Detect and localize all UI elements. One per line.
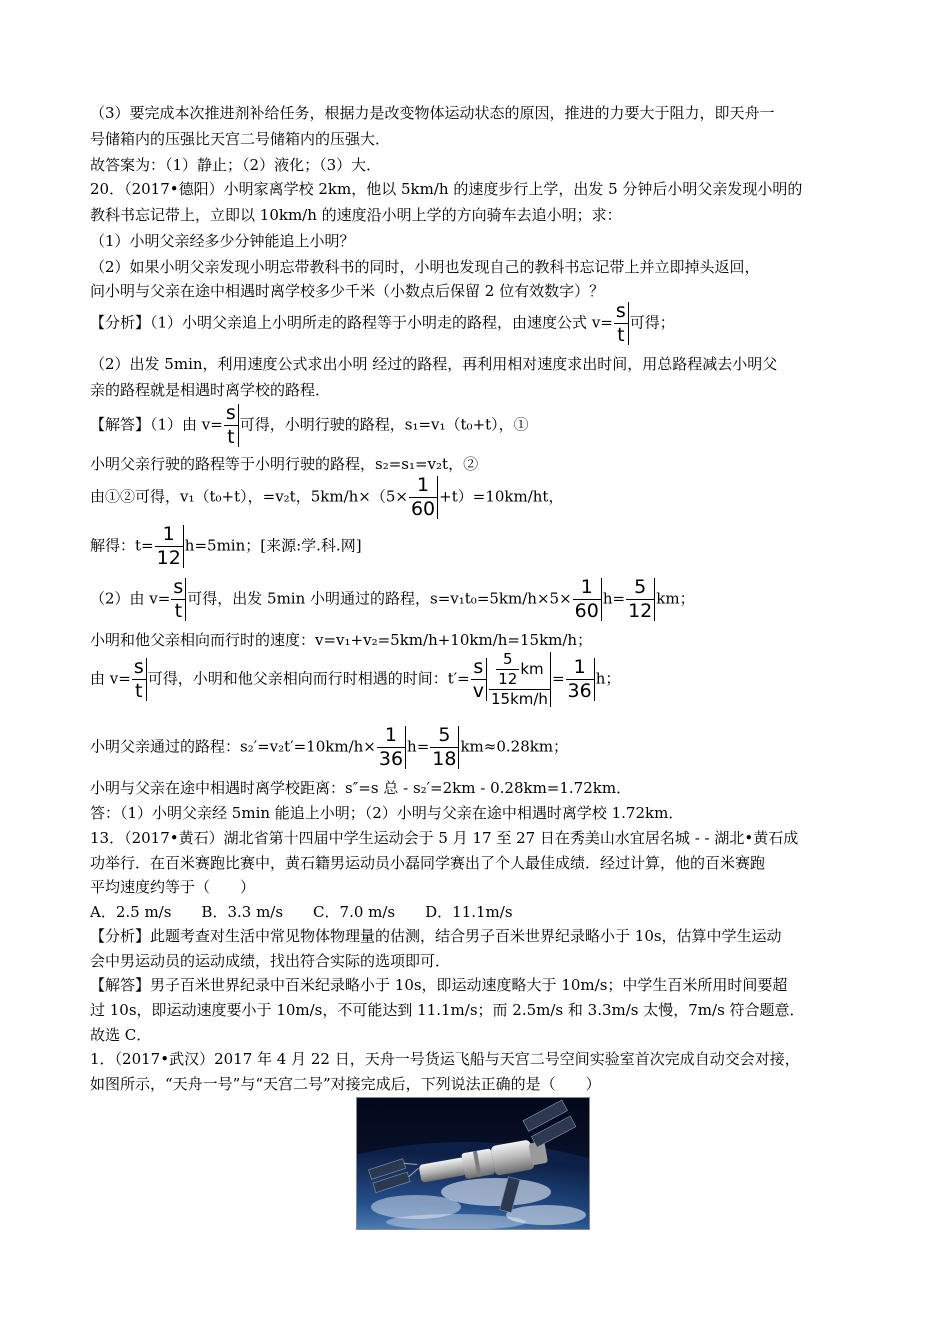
question-20: 20．（2017•德阳）小明家离学校 2km，他以 5km/h 的速度步行上学，出发 5 分钟后小明父亲发现小明的 xyxy=(90,180,803,198)
fraction: $\frac{5}{12}$ xyxy=(626,578,655,621)
fraction: $\frac{s}{t}$ xyxy=(171,578,186,621)
text-line: 平均速度约等于（ ） xyxy=(90,878,256,896)
text-line: 小明与父亲在途中相遇时离学校距离：s″=s 总 - s₂′=2km - 0.28km=1.72km． xyxy=(90,779,632,797)
text-line: （2）出发 5min，利用速度公式求出小明 经过的路程，再利用相对速度求出时间，用总路程减去小明父 xyxy=(90,355,778,373)
fraction: $\frac{1}{60}$ xyxy=(409,476,438,519)
text-line: 会中男运动员的运动成绩，找出符合实际的选项即可． xyxy=(90,952,451,970)
analysis-line: 【分析】（1）小明父亲追上小明所走的路程等于小明走的路程，由速度公式 v= $\frac{s}{t}$ 可得； xyxy=(90,300,675,346)
text-line: 故选 C． xyxy=(90,1026,152,1044)
text-line: 故答案为：（1）静止；（2）液化；（3）大． xyxy=(90,156,382,174)
fraction: $\frac{s}{v}$ xyxy=(471,658,487,701)
text-line: 如图所示，“天舟一号”与“天宫二号”对接完成后，下列说法正确的是（ ） xyxy=(90,1075,601,1093)
text-line: 过 10s，即运动速度要小于 10m/s，不可能达到 11.1m/s；而 2.5m/s 和 3.3m/s 太慢，7m/s 符合题意． xyxy=(90,1001,805,1019)
text-line: 小明父亲行驶的路程等于小明行驶的路程，s₂=s₁=v₂t，② xyxy=(90,455,479,473)
solution-line: 小明父亲通过的路程：s₂′=v₂t′=10km/h× $\frac{1}{36}$ h= $\frac{5}{18}$ km≈0.28km； xyxy=(90,724,569,770)
text-line: 问小明与父亲在途中相遇时离学校多少千米（小数点后保留 2 位有效数字）？ xyxy=(90,282,605,300)
solution-line: （2）由 v= $\frac{s}{t}$ 可得，出发 5min 小明通过的路程，s=v₁t₀=5km/h×5× $\frac{1}{60}$ h= $\frac{5}{12}$ km； xyxy=(90,576,695,622)
fraction: $\frac{5}{18}$ xyxy=(430,726,459,769)
text-line: （3）要完成本次推进剂补给任务，根据力是改变物体运动状态的原因，推进的力要大于阻力，即天舟一 xyxy=(90,104,775,122)
solution-line: 【解答】（1）由 v= $\frac{s}{t}$ 可得，小明行驶的路程，s₁=v₁（t₀+t），① xyxy=(90,402,529,448)
compound-fraction: $\frac{5}{12}$ km 15km/h xyxy=(489,652,551,707)
question-13: 13．（2017•黄石）湖北省第十四届中学生运动会于 5 月 17 至 27 日在秀美山水宜居名城 - - 湖北•黄石成 xyxy=(90,829,799,847)
solution-line: 由 v= $\frac{s}{t}$ 可得，小明和他父亲相向而行时相遇的时间：t′= $\frac{s}{v}$ $\frac{5}{12}$ km 15km/h = $\frac{1}{36}$ h； xyxy=(90,650,621,708)
solution-line: 【解答】男子百米世界纪录中百米纪录略小于 10s，即运动速度略大于 10m/s；中学生百米所用时间要超 xyxy=(90,976,788,994)
text-line: 号储箱内的压强比天宫二号储箱内的压强大． xyxy=(90,130,391,148)
fraction: $\frac{1}{36}$ xyxy=(377,726,406,769)
text-line: （2）如果小明父亲发现小明忘带教科书的同时，小明也发现自己的教科书忘记带上并立即掉头返回， xyxy=(90,258,760,276)
space-station-photo xyxy=(356,1097,590,1230)
fraction: $\frac{5}{12}$ xyxy=(498,650,518,688)
text-line: 功举行．在百米赛跑比赛中，黄石籍男运动员小磊同学赛出了个人最佳成绩．经过计算，他的百米赛跑 xyxy=(90,854,766,872)
text-line: 答：（1）小明父亲经 5min 能追上小明；（2）小明与父亲在途中相遇时离学校 1.72km． xyxy=(90,804,684,822)
text-line: 小明和他父亲相向而行时的速度：v=v₁+v₂=5km/h+10km/h=15km/h； xyxy=(90,631,593,649)
fraction: $\frac{1}{36}$ xyxy=(566,658,595,701)
text-line: 亲的路程就是相遇时离学校的路程． xyxy=(90,381,331,399)
text-line: 教科书忘记带上，立即以 10km/h 的速度沿小明上学的方向骑车去追小明；求： xyxy=(90,206,622,224)
fraction: $\frac{s}{t}$ xyxy=(224,404,239,447)
fraction: $\frac{s}{t}$ xyxy=(132,658,147,701)
fraction: $\frac{1}{12}$ xyxy=(155,525,184,568)
fraction: $\frac{1}{60}$ xyxy=(573,578,602,621)
question-1: 1．（2017•武汉）2017 年 4 月 22 日，天舟一号货运飞船与天宫二号空间实验室首次完成自动交会对接， xyxy=(90,1050,800,1068)
answer-options: A．2.5 m/s B．3.3 m/s C．7.0 m/s D．11.1m/s xyxy=(90,903,513,921)
fraction: $\frac{s}{t}$ xyxy=(614,302,629,345)
solution-line: 由①②可得，v₁（t₀+t），=v₂t，5km/h×（5× $\frac{1}{60}$ +t）=10km/ht， xyxy=(90,474,564,520)
solution-line: 解得：t= $\frac{1}{12}$ h=5min；[来源:学.科.网] xyxy=(90,523,362,569)
analysis-line: 【分析】此题考查对生活中常见物体物理量的估测，结合男子百米世界纪录略小于 10s，估算中学生运动 xyxy=(90,927,782,945)
text-line: （1）小明父亲经多少分钟能追上小明？ xyxy=(90,232,355,250)
